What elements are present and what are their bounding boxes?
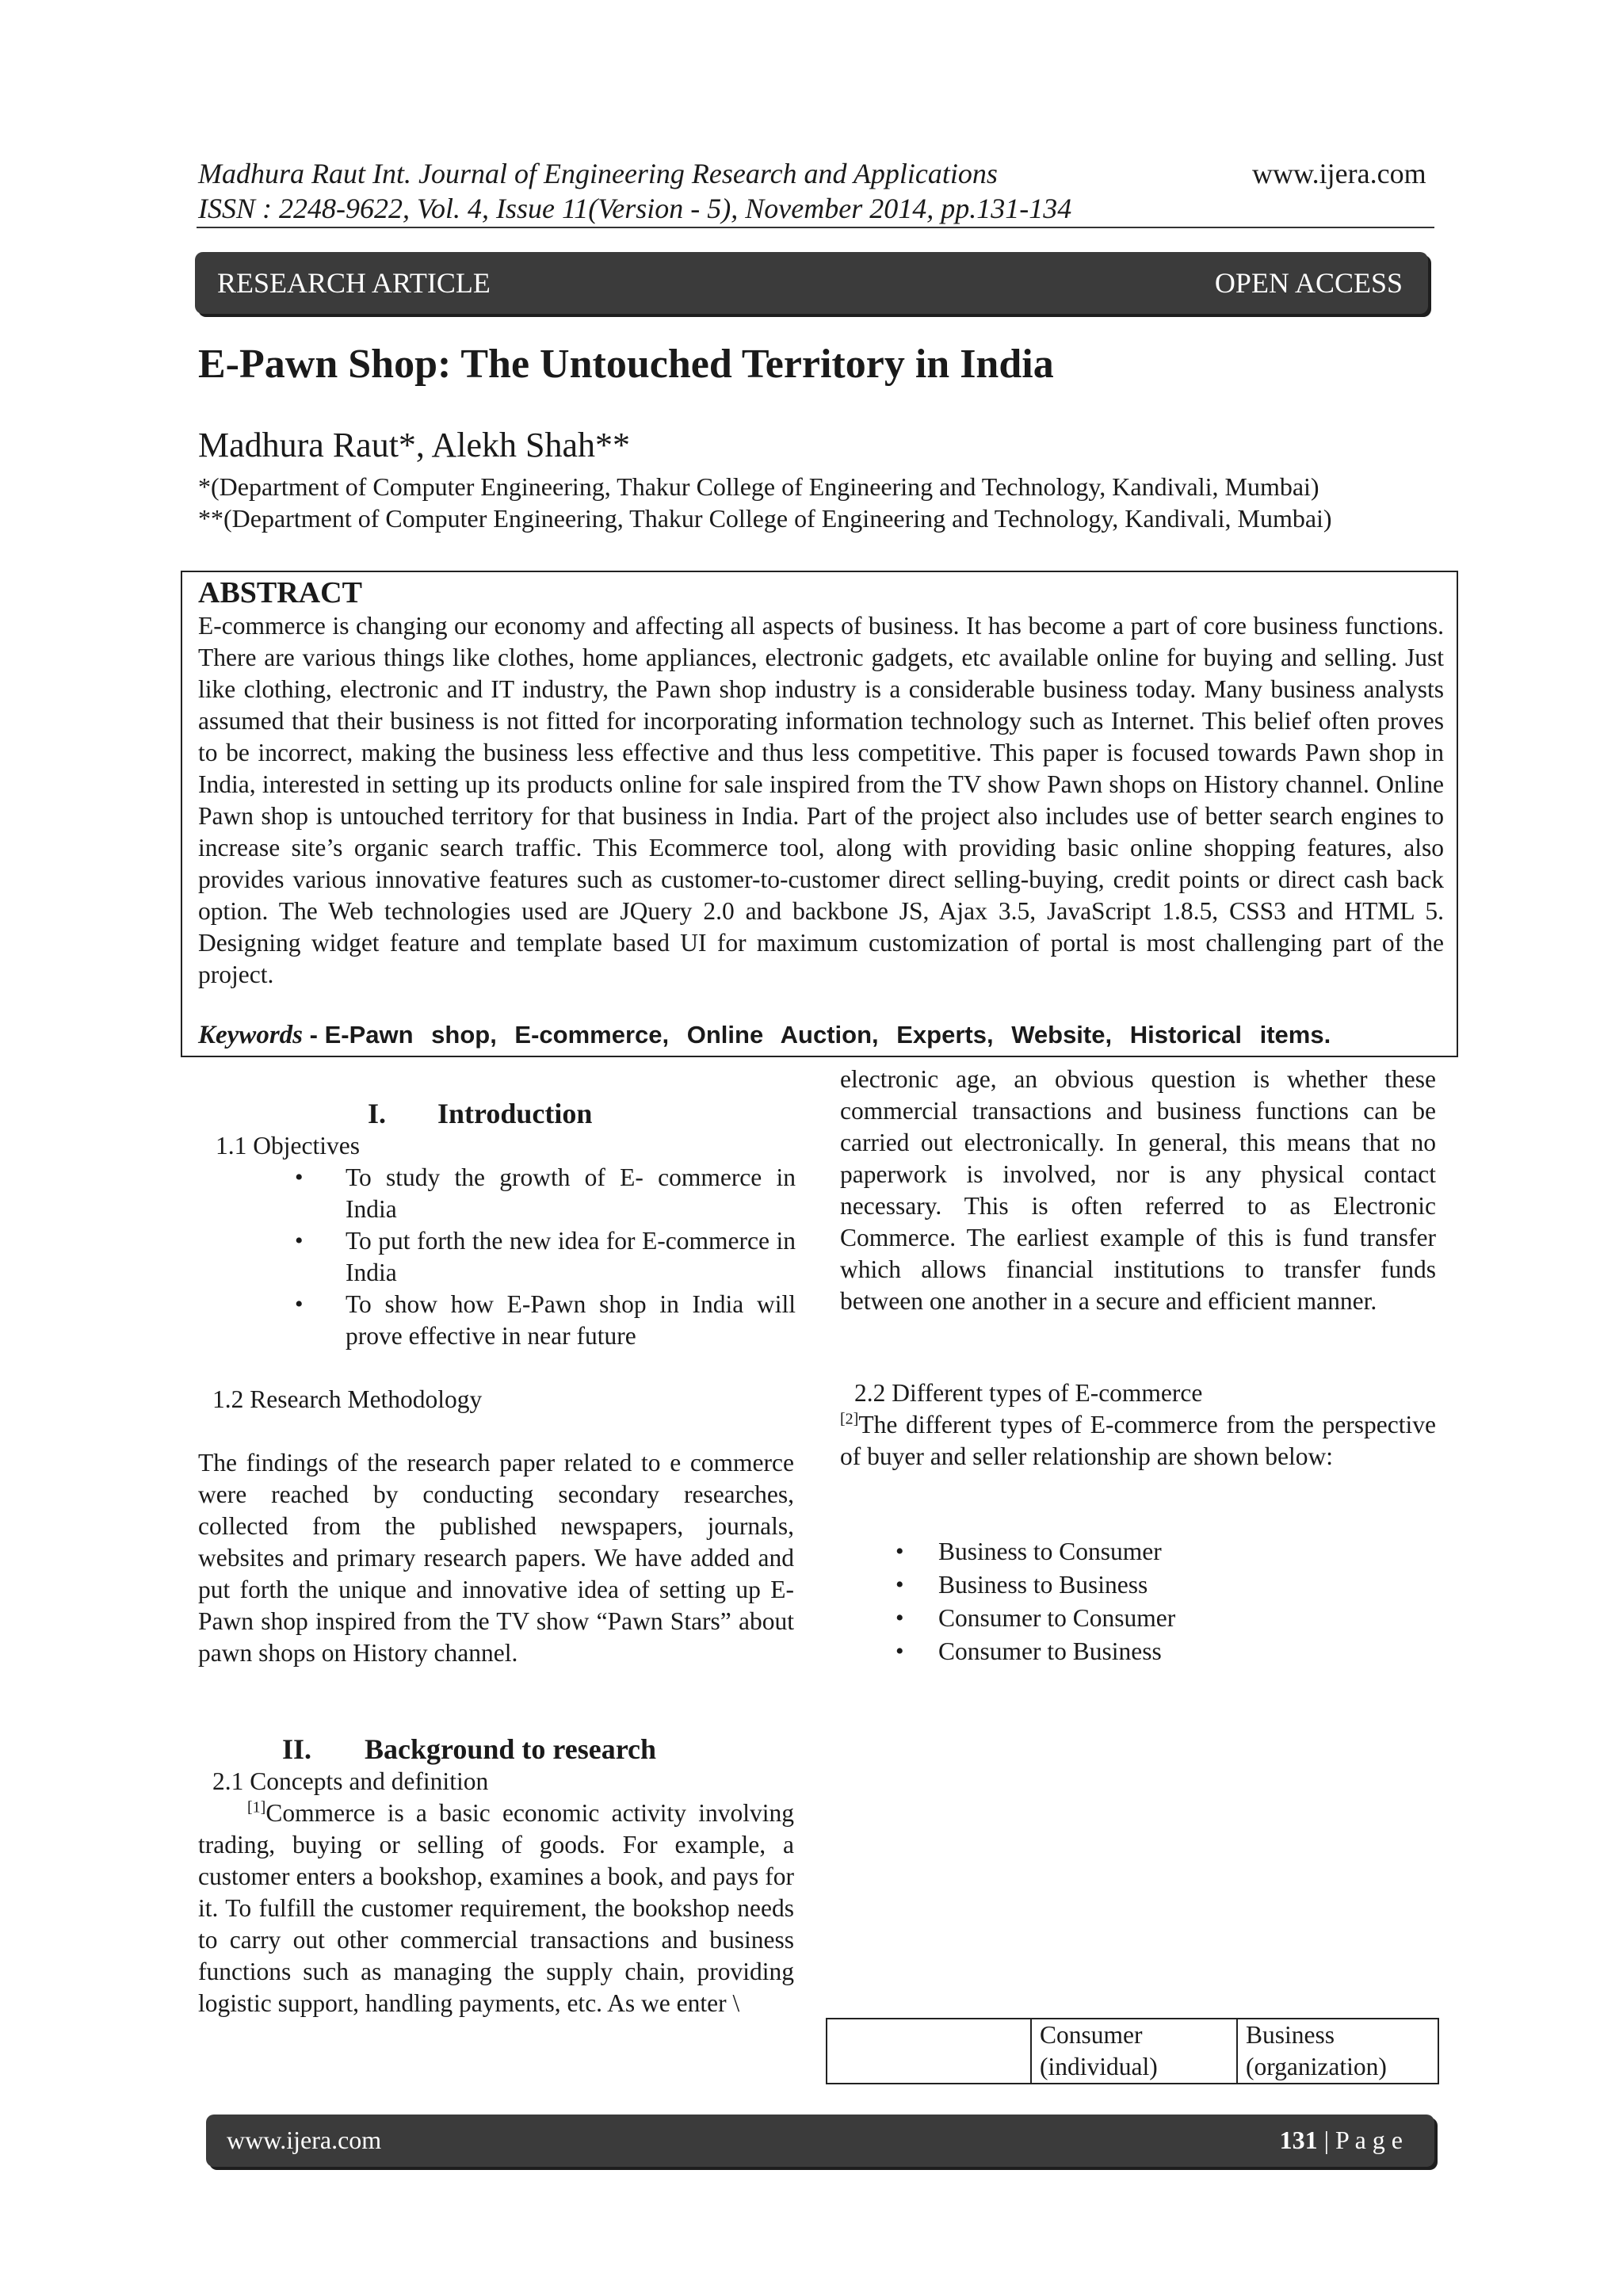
list-item: • Business to Consumer <box>896 1538 1162 1565</box>
affiliation-1: *(Department of Computer Engineering, Thakur College of Engineering and Technology, Kandivali, Mumbai) <box>198 472 1319 501</box>
journal-line: Madhura Raut Int. Journal of Engineering Research and Applications <box>198 158 998 189</box>
list-item: • To study the growth of E- commerce in India <box>295 1163 796 1223</box>
concepts-text: [1]Commerce is a basic economic activity involving trading, buying or selling of goods. For example, a customer enters a bookshop, examines a book, and pays for it. To fulfill the customer requirement, the bookshop needs to carry out other commercial transactions and business functions such as managing the supply chain, providing logistic support, handling payments, etc. As we enter \ <box>198 1798 794 2017</box>
types-text: [2]The different types of E-commerce from the perspective of buyer and seller relationship are shown below: <box>840 1410 1436 1470</box>
keywords-list: E-Pawn shop, E-commerce, Online Auction, Experts, Website, Historical items. <box>324 1021 1331 1049</box>
citation-2[interactable]: [2] <box>840 1410 859 1428</box>
table-cell-empty <box>827 2019 1031 2084</box>
header-website[interactable]: www.ijera.com <box>1252 158 1426 189</box>
background-heading: Background to research <box>365 1733 657 1765</box>
list-item: • Consumer to Consumer <box>896 1604 1176 1632</box>
abstract-heading: ABSTRACT <box>198 576 362 609</box>
intro-heading: Introduction <box>437 1098 593 1129</box>
keywords-line <box>198 1021 1444 1050</box>
objectives-heading: 1.1 Objectives <box>216 1132 360 1159</box>
methodology-heading: 1.2 Research Methodology <box>212 1385 483 1413</box>
table-cell-consumer: Consumer (individual) <box>1031 2019 1237 2084</box>
footer-website[interactable]: www.ijera.com <box>227 2126 382 2154</box>
intro-number: I. <box>368 1098 387 1129</box>
table-row <box>827 2019 1438 2084</box>
objectives-list <box>295 1162 796 1352</box>
page-footer <box>206 2115 1434 2167</box>
types-heading: 2.2 Different types of E-commerce <box>854 1379 1203 1407</box>
continued-text: electronic age, an obvious question is whether these commercial transactions and business functions can be carried out electronically. In general, this means that no paperwork is involved, nor is any physical contact necessary. This is often referred to as Electronic Commerce. The earliest example of this is fund transfer which allows financial institutions to transfer funds between one another in a secure and efficient manner. <box>840 1065 1436 1315</box>
list-item: • To put forth the new idea for E-commerce in India <box>295 1227 796 1286</box>
article-banner <box>195 252 1428 314</box>
abstract-text: E-commerce is changing our economy and affecting all aspects of business. It has become a part of core business functions. There are various things like clothes, home appliances, electronic gadgets, etc available online for buying and selling. Just like clothing, electronic and IT industry, the Pawn shop industry is a considerable business today. Many business analysts assumed that their business is not fitted for incorporating information technology such as Internet. This belief often proves to be incorrect, making the business less effective and thus less competitive. This paper is focused towards Pawn shop in India, interested in setting up its products online for sale inspired from the TV show Pawn shops on History channel. Online Pawn shop is untouched territory for that business in India. Part of the project also includes use of better search engines to increase site’s organic search traffic. This Ecommerce tool, along with providing basic online shopping features, also provides various innovative features such as customer-to-customer direct selling-buying, credit points or direct cash back option. The Web technologies used are JQuery 2.0 and backbone JS, Ajax 3.5, JavaScript 1.8.5, CSS3 and HTML 5. Designing widget feature and template based UI for maximum customization of portal is most challenging part of the project. <box>198 612 1444 988</box>
research-article-label: RESEARCH ARTICLE <box>217 267 491 299</box>
methodology-text: The findings of the research paper related to e commerce were reached by conducting secondary researches, collected from the published newspapers, journals, websites and primary research papers. We have added and put forth the unique and innovative idea of setting up E-Pawn shop inspired from the TV show “Pawn Stars” about pawn shops on History channel. <box>198 1449 794 1667</box>
background-number: II. <box>282 1733 312 1765</box>
affiliation-2: **(Department of Computer Engineering, Thakur College of Engineering and Technology, Kandivali, Mumbai) <box>198 504 1332 533</box>
header-rule <box>197 227 1434 228</box>
open-access-label: OPEN ACCESS <box>1214 267 1403 299</box>
authors: Madhura Raut*, Alekh Shah** <box>198 426 631 464</box>
table-cell-business: Business (organization) <box>1237 2019 1438 2084</box>
paper-title: E-Pawn Shop: The Untouched Territory in India <box>198 342 1054 387</box>
types-list <box>896 1536 1339 1669</box>
issn-line: ISSN : 2248-9622, Vol. 4, Issue 11(Version - 5), November 2014, pp.131-134 <box>198 193 1072 224</box>
citation-1[interactable]: [1] <box>247 1798 266 1817</box>
list-item: • To show how E-Pawn shop in India will prove effective in near future <box>295 1290 796 1350</box>
list-item: • Business to Business <box>896 1571 1148 1599</box>
list-item: • Consumer to Business <box>896 1637 1162 1665</box>
page-number: 131 | P a g e <box>1279 2126 1403 2154</box>
ecommerce-types-table <box>826 2018 1439 2084</box>
keywords-separator: - <box>303 1021 325 1049</box>
keywords-label: Keywords <box>198 1021 303 1049</box>
concepts-heading: 2.1 Concepts and definition <box>212 1767 489 1795</box>
